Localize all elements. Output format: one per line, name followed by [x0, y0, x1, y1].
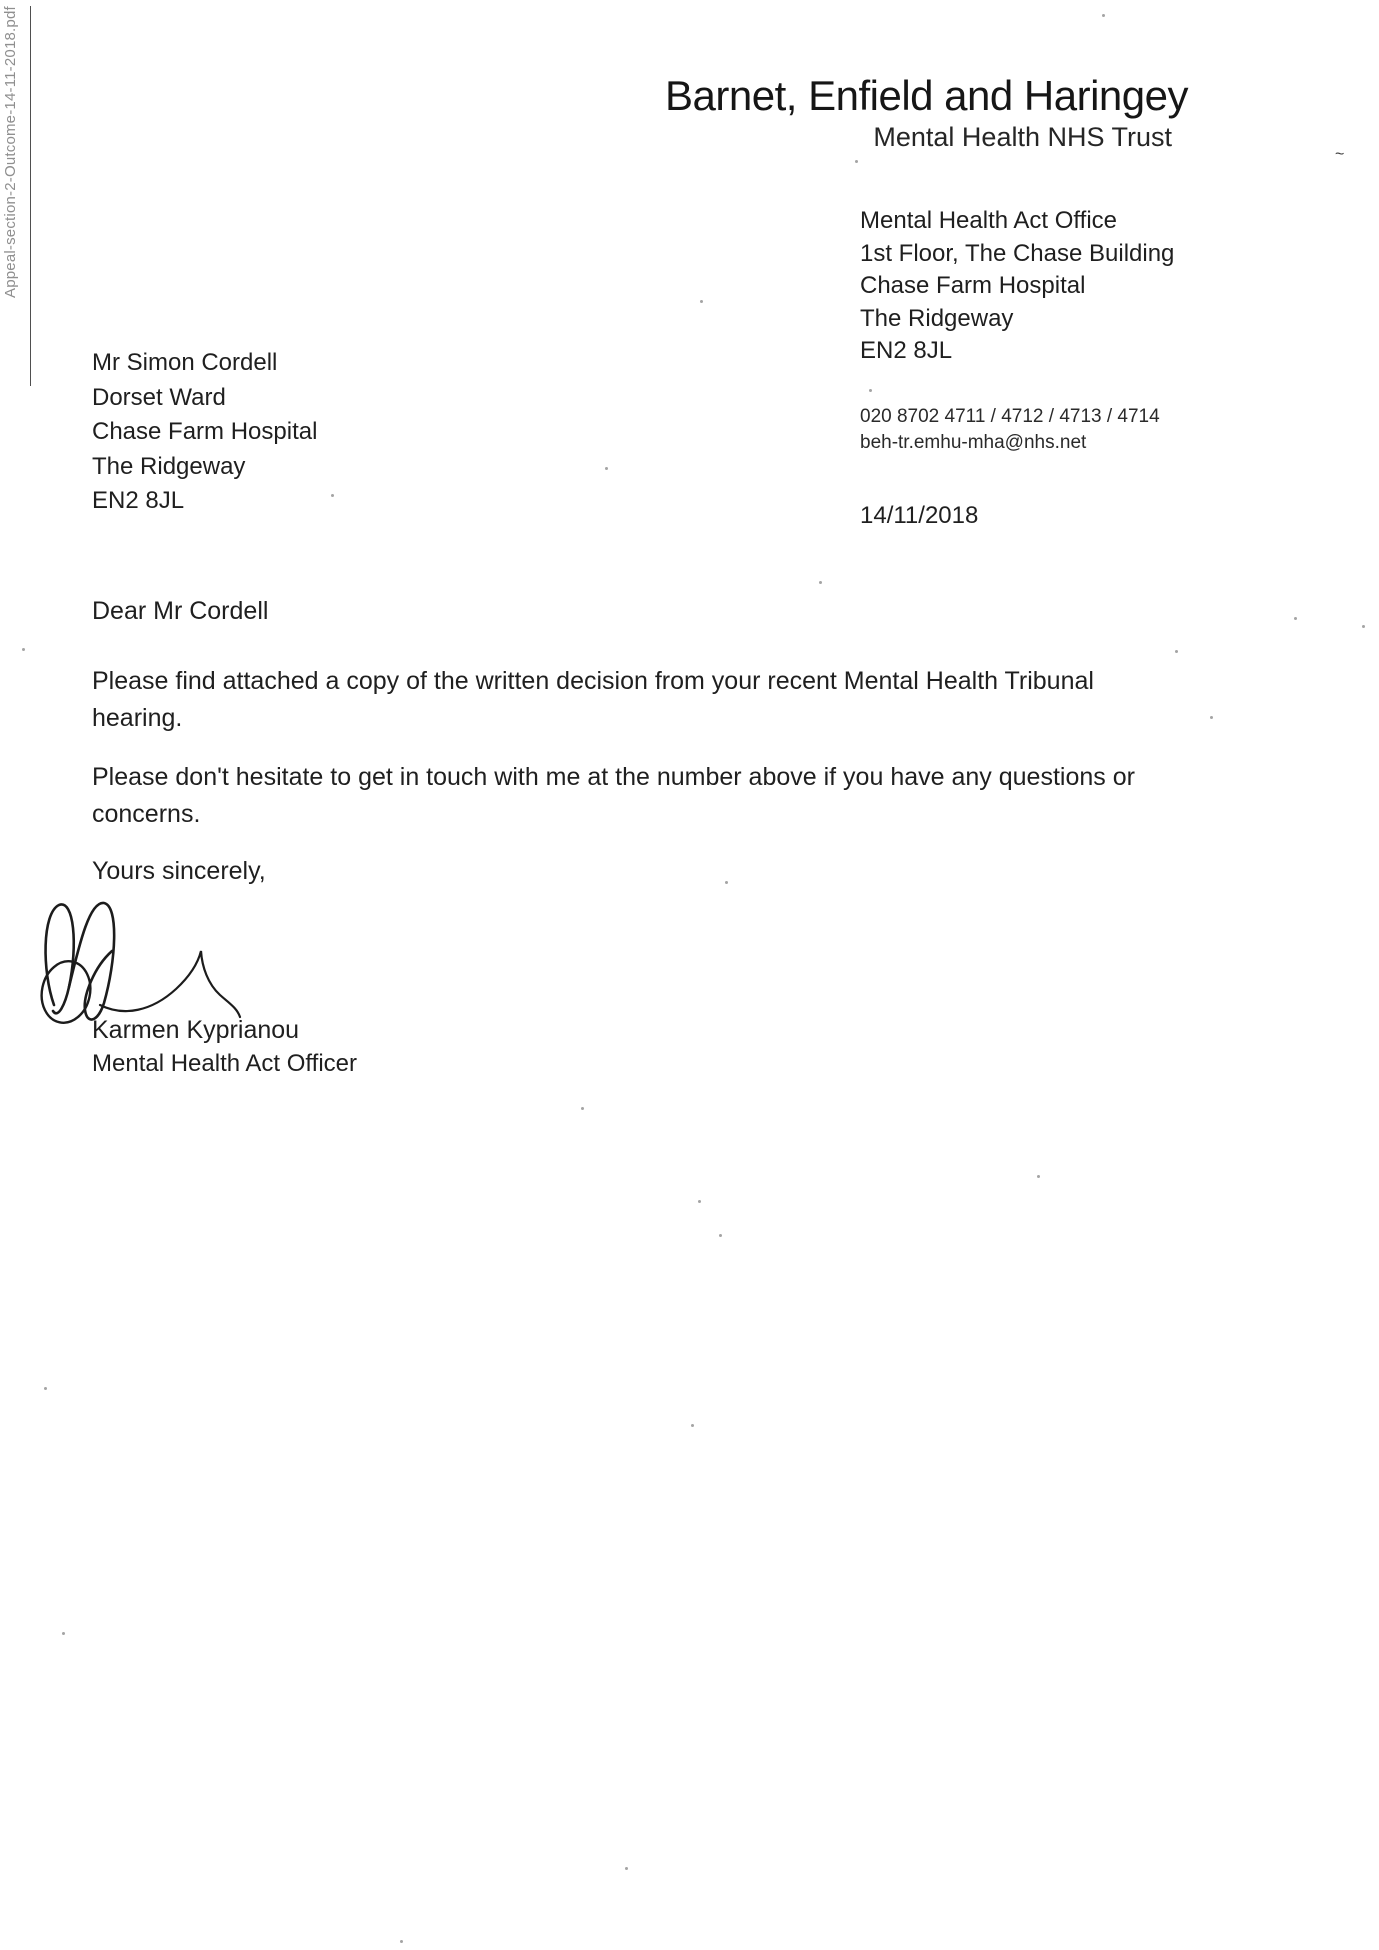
body-paragraph-1-line-2: hearing. — [92, 704, 183, 732]
scan-speckle — [1175, 650, 1178, 653]
scan-speckle — [581, 1107, 584, 1110]
scan-gutter-line — [30, 6, 31, 386]
letter-date: 14/11/2018 — [860, 502, 979, 529]
scan-speckle — [605, 467, 608, 470]
scan-speckle — [1362, 625, 1365, 628]
scan-speckle — [869, 389, 872, 392]
scan-speckle — [625, 1867, 628, 1870]
scan-speckle — [698, 1200, 701, 1203]
scan-speckle — [400, 1940, 403, 1943]
scan-artifact-squiggle: ~ — [1335, 146, 1345, 163]
scan-speckle — [1102, 14, 1105, 17]
body-paragraph-1 — [92, 663, 1094, 737]
trust-subtitle: Mental Health NHS Trust — [873, 122, 1172, 152]
scan-speckle — [719, 1234, 722, 1237]
sender-email: beh-tr.emhu-mha@nhs.net — [860, 432, 1087, 453]
sender-contact-block — [860, 404, 1160, 456]
sender-address-line: The Ridgeway — [860, 304, 1014, 332]
scan-speckle — [1210, 716, 1213, 719]
scan-speckle — [44, 1387, 47, 1390]
scan-speckle — [1294, 617, 1297, 620]
scan-speckle — [62, 1632, 65, 1635]
pdf-filename-label: Appeal-section-2-Outcome-14-11-2018.pdf — [2, 6, 19, 298]
scan-speckle — [1037, 1175, 1040, 1178]
recipient-address-line: EN2 8JL — [92, 487, 185, 514]
sender-address-block — [860, 205, 1174, 368]
recipient-address-block — [92, 346, 317, 519]
scan-speckle — [331, 494, 334, 497]
recipient-address-line: Dorset Ward — [92, 383, 226, 411]
scan-speckle — [22, 648, 25, 651]
sender-phone: 020 8702 4711 / 4712 / 4713 / 4714 — [860, 406, 1160, 427]
signatory-role: Mental Health Act Officer — [92, 1050, 358, 1077]
salutation: Dear Mr Cordell — [92, 597, 269, 625]
trust-name-heading: Barnet, Enfield and Haringey — [665, 72, 1188, 119]
closing-line: Yours sincerely, — [92, 857, 266, 885]
recipient-address-line: The Ridgeway — [92, 452, 246, 480]
sender-address-line: Mental Health Act Office — [860, 207, 1118, 234]
body-paragraph-2-line-1: Please don't hesitate to get in touch with me at the number above if you have any questions or — [92, 763, 1135, 791]
body-paragraph-1-line-1: Please find attached a copy of the written decision from your recent Mental Health Tribunal — [92, 667, 1094, 695]
sender-address-line: EN2 8JL — [860, 337, 953, 364]
recipient-address-line: Mr Simon Cordell — [92, 349, 278, 376]
sender-address-line: Chase Farm Hospital — [860, 272, 1086, 299]
sender-address-line: 1st Floor, The Chase Building — [860, 239, 1175, 267]
body-paragraph-2 — [92, 759, 1135, 833]
scan-speckle — [725, 881, 728, 884]
signatory-name: Karmen Kyprianou — [92, 1016, 300, 1044]
scan-speckle — [819, 581, 822, 584]
scan-speckle — [691, 1424, 694, 1427]
scan-speckle — [855, 160, 858, 163]
body-paragraph-2-line-2: concerns. — [92, 800, 201, 828]
recipient-address-line: Chase Farm Hospital — [92, 418, 318, 445]
scan-speckle — [700, 300, 703, 303]
